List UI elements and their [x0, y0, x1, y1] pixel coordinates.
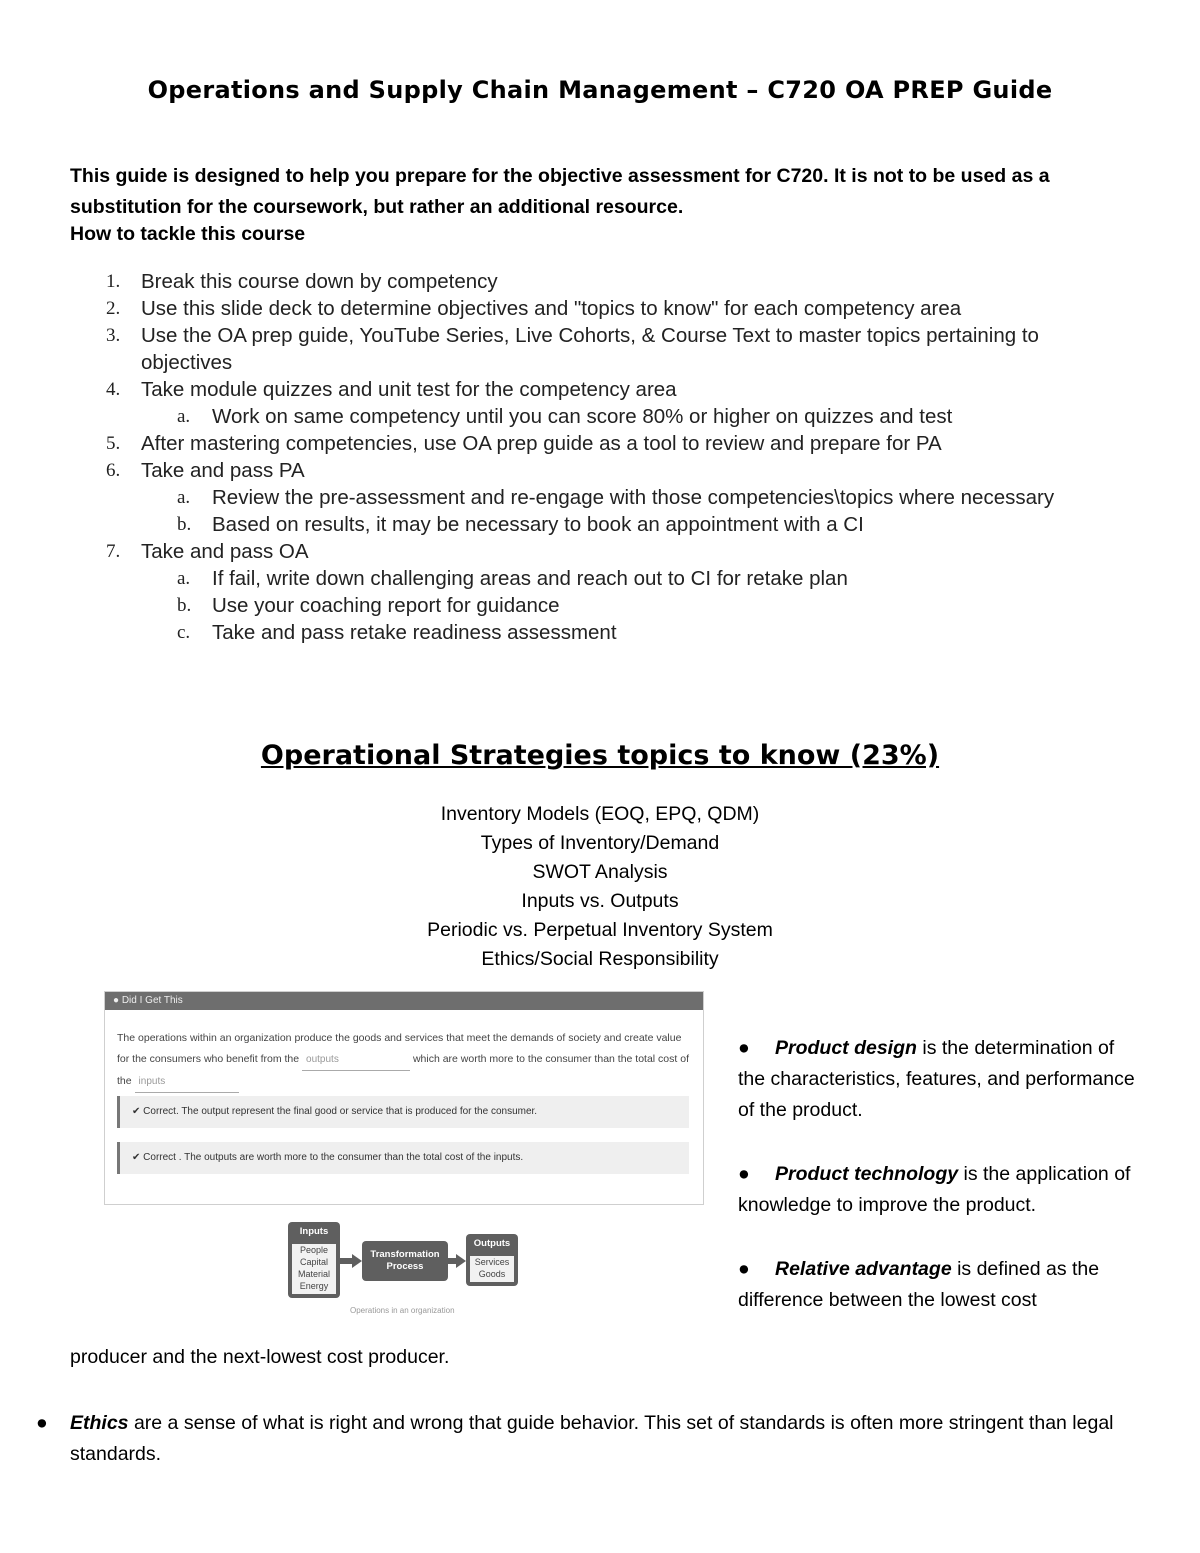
- input-item: Capital: [299, 1257, 328, 1267]
- activity-header: [105, 992, 703, 1010]
- definition-term: Product design: [775, 1037, 917, 1059]
- step-number: 1.: [106, 271, 121, 292]
- substep-item: [141, 403, 1130, 430]
- definition-text: is defined as the difference between the lowest cost: [738, 1258, 1100, 1311]
- step-number: 3.: [106, 325, 121, 346]
- process-line2: Process: [386, 1261, 424, 1272]
- definition-text: is the determination of the characteristics, features, and performance of the product.: [738, 1037, 1135, 1121]
- output-item: Goods: [478, 1269, 506, 1279]
- substeps-list: [141, 565, 1130, 646]
- definition-item: [738, 1254, 1138, 1316]
- step-item: [70, 268, 1130, 295]
- substep-letter: a.: [177, 487, 191, 508]
- activity-text-part1: The operations within an organization produce the goods and services that meet the demands of society and create value for the consumers who benefit from the: [117, 1032, 682, 1065]
- substep-text: Use your coaching report for guidance: [212, 594, 560, 617]
- step-item: [70, 430, 1130, 457]
- step-text: Use this slide deck to determine objectives and "topics to know" for each competency area: [141, 297, 962, 320]
- outputs-box: [466, 1234, 518, 1286]
- substep-letter: a.: [177, 406, 191, 427]
- activity-question: [117, 1028, 692, 1093]
- process-line1: Transformation: [370, 1249, 440, 1260]
- operations-diagram: [288, 1222, 520, 1322]
- substep-text: Work on same competency until you can score 80% or higher on quizzes and test: [212, 405, 953, 428]
- outputs-items: [470, 1256, 514, 1282]
- substep-letter: c.: [177, 622, 191, 643]
- step-item: [70, 538, 1130, 646]
- input-item: People: [299, 1245, 329, 1255]
- inputs-title: Inputs: [299, 1226, 329, 1237]
- topic-item: SWOT Analysis: [532, 861, 668, 883]
- section-heading: Operational Strategies topics to know (23%): [260, 740, 940, 771]
- diagram-caption: Operations in an organization: [350, 1306, 455, 1315]
- ethics-term: Ethics: [70, 1412, 129, 1434]
- step-text: Use the OA prep guide, YouTube Series, Live Cohorts, & Course Text to master topics pertaining to objectives: [141, 324, 1039, 374]
- substep-letter: b.: [177, 595, 192, 616]
- definition-text: is the application of knowledge to improve the product.: [738, 1163, 1131, 1216]
- input-item: Material: [297, 1269, 330, 1279]
- substep-text: Take and pass retake readiness assessment: [212, 621, 617, 644]
- step-text: Take and pass PA: [141, 459, 305, 482]
- definition-term: Relative advantage: [775, 1258, 952, 1280]
- step-number: 6.: [106, 460, 121, 481]
- output-item: Services: [474, 1257, 510, 1267]
- arrow-right-icon: [456, 1254, 466, 1268]
- inputs-blank: inputs: [135, 1071, 239, 1093]
- inputs-items: [292, 1244, 336, 1294]
- bullet-icon: ●: [738, 1163, 750, 1185]
- definition-item: [738, 1033, 1138, 1126]
- outputs-title: Outputs: [473, 1238, 511, 1249]
- feedback-correct-1: ✔ Correct. The output represent the final good or service that is produced for the consumer.: [117, 1096, 689, 1128]
- substeps-list: [141, 484, 1130, 538]
- step-item: [70, 457, 1130, 538]
- bullet-icon: ●: [36, 1412, 48, 1434]
- step-item: [70, 376, 1130, 430]
- step-item: [70, 295, 1130, 322]
- definition-item: [738, 1159, 1138, 1221]
- definition-continuation: producer and the next-lowest cost producer.: [70, 1346, 450, 1368]
- topic-item: Ethics/Social Responsibility: [481, 948, 719, 970]
- topic-item: Inputs vs. Outputs: [521, 890, 679, 912]
- substep-letter: a.: [177, 568, 191, 589]
- substep-text: Review the pre-assessment and re-engage with those competencies\topics where necessary: [212, 486, 1055, 509]
- step-text: Take and pass OA: [141, 540, 309, 563]
- substep-item: [141, 592, 1130, 619]
- bullet-icon: ●: [738, 1258, 750, 1280]
- outputs-blank: outputs: [302, 1049, 410, 1071]
- step-number: 7.: [106, 541, 121, 562]
- bullet-icon: ●: [113, 995, 122, 1006]
- ethics-definition: [70, 1408, 1150, 1470]
- step-text: Break this course down by competency: [141, 270, 498, 293]
- step-number: 4.: [106, 379, 121, 400]
- substep-text: Based on results, it may be necessary to book an appointment with a CI: [212, 513, 864, 536]
- activity-text-part2: which are worth more to the consumer than the total cost of the: [117, 1053, 689, 1087]
- step-item: [70, 322, 1130, 376]
- bullet-icon: ●: [738, 1037, 750, 1059]
- step-number: 5.: [106, 433, 121, 454]
- transformation-box: [362, 1241, 448, 1281]
- substep-text: If fail, write down challenging areas and reach out to CI for retake plan: [212, 567, 848, 590]
- step-number: 2.: [106, 298, 121, 319]
- arrow-right-icon: [352, 1254, 362, 1268]
- activity-header-text: Did I Get This: [121, 995, 183, 1006]
- substep-item: [141, 511, 1130, 538]
- definitions-list: [738, 1033, 1138, 1349]
- inputs-box: [288, 1222, 340, 1298]
- step-text: After mastering competencies, use OA prep guide as a tool to review and prepare for PA: [141, 432, 942, 455]
- substep-item: [141, 565, 1130, 592]
- substeps-list: [141, 403, 1130, 430]
- substep-item: [141, 484, 1130, 511]
- intro-paragraph: [70, 161, 1140, 223]
- intro-text: This guide is designed to help you prepare for the objective assessment for C720. It is not to be used as a substitution for the coursework, but rather an additional resource.: [70, 165, 1050, 218]
- substep-letter: b.: [177, 514, 192, 535]
- substep-item: [141, 619, 1130, 646]
- topics-list: [0, 800, 1200, 974]
- step-text: Take module quizzes and unit test for the competency area: [141, 378, 677, 401]
- tackle-heading: How to tackle this course: [70, 223, 306, 245]
- document-title: Operations and Supply Chain Management – C720 OA PREP Guide: [147, 76, 1053, 104]
- definition-term: Product technology: [775, 1163, 959, 1185]
- feedback-correct-2: ✔ Correct . The outputs are worth more to the consumer than the total cost of the inputs.: [117, 1142, 689, 1174]
- activity-screenshot: [104, 991, 704, 1205]
- input-item: Energy: [299, 1281, 329, 1291]
- topic-item: Inventory Models (EOQ, EPQ, QDM): [440, 803, 760, 825]
- topic-item: Types of Inventory/Demand: [480, 832, 720, 854]
- steps-list: [70, 268, 1130, 646]
- ethics-text: are a sense of what is right and wrong that guide behavior. This set of standards is often more stringent than legal standards.: [70, 1412, 1114, 1465]
- topic-item: Periodic vs. Perpetual Inventory System: [427, 919, 773, 941]
